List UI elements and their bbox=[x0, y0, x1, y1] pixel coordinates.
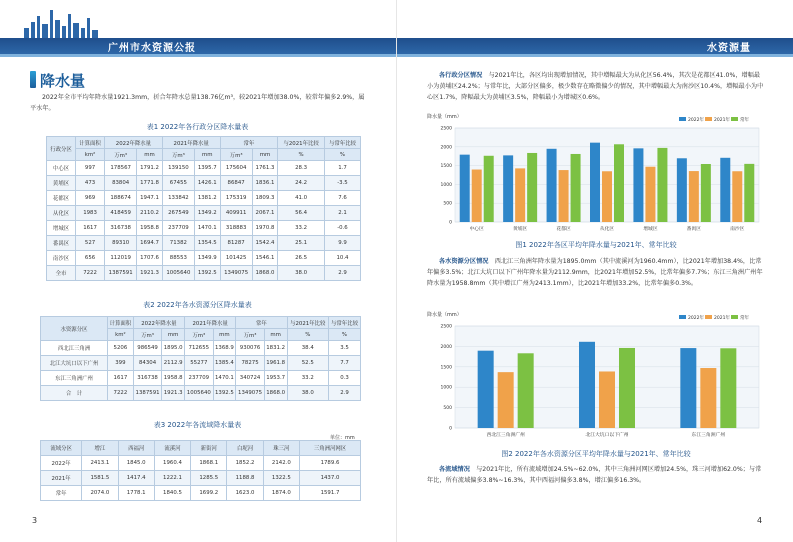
bar bbox=[559, 170, 569, 222]
legend-swatch bbox=[679, 117, 686, 121]
legend-label: 常年 bbox=[740, 316, 749, 321]
table-cell: 318883 bbox=[220, 221, 252, 236]
bar bbox=[732, 171, 742, 222]
t2-unit: mm bbox=[162, 329, 185, 341]
table-cell: 81287 bbox=[220, 236, 252, 251]
t1-h-2022: 2022年降水量 bbox=[105, 137, 163, 149]
bar bbox=[515, 168, 525, 222]
table-cell: 2142.0 bbox=[263, 456, 299, 471]
t2-unit: % bbox=[287, 329, 328, 341]
intro-paragraph: 2022年全市平均年降水量1921.3mm，折合年降水总量138.76亿m³，较2021年增加38.0%，较常年偏多2.9%，属平水年。 bbox=[30, 94, 365, 112]
table-cell: 1395.7 bbox=[194, 161, 220, 176]
table-cell: 1222.1 bbox=[154, 471, 190, 486]
t2-unit: 万m³ bbox=[185, 329, 214, 341]
table-cell: 133842 bbox=[162, 191, 194, 206]
bar bbox=[484, 156, 494, 222]
city-skyline-icon bbox=[22, 6, 102, 40]
table-cell: 340724 bbox=[236, 371, 265, 386]
table-cell: 2021年 bbox=[41, 471, 82, 486]
left-header bbox=[0, 0, 396, 58]
table-cell: 2.1 bbox=[324, 206, 360, 221]
table-cell: 7.6 bbox=[324, 191, 360, 206]
bar bbox=[460, 155, 470, 222]
table-cell: 38.4 bbox=[287, 341, 328, 356]
table-cell: 473 bbox=[76, 176, 105, 191]
table-cell: 33.2 bbox=[287, 371, 328, 386]
table-cell: 合 计 bbox=[41, 386, 108, 401]
table-row bbox=[47, 221, 361, 236]
page-number-left: 3 bbox=[32, 516, 38, 525]
legend-label: 2021年 bbox=[714, 118, 730, 123]
table-row bbox=[47, 176, 361, 191]
table-cell: 3.5 bbox=[328, 341, 360, 356]
table-cell: 2110.2 bbox=[137, 206, 163, 221]
y-axis-label: 降水量（mm） bbox=[427, 312, 462, 318]
legend-label: 2021年 bbox=[714, 316, 730, 321]
table-cell: 1005640 bbox=[162, 266, 194, 281]
bar bbox=[547, 149, 557, 222]
table-cell: 1591.7 bbox=[300, 486, 361, 501]
bar bbox=[619, 348, 635, 428]
bar bbox=[498, 372, 514, 428]
y-tick-label: 2500 bbox=[440, 324, 452, 330]
t2-h-area: 计算面积 bbox=[108, 317, 134, 329]
table-cell: 全市 bbox=[47, 266, 76, 281]
table-cell: 1921.3 bbox=[137, 266, 163, 281]
table-cell: 1868.0 bbox=[252, 266, 278, 281]
chart2-caption: 图2 2022年各水资源分区平均年降水量与2021年、常年比较 bbox=[501, 450, 691, 458]
table-cell: 番禺区 bbox=[47, 236, 76, 251]
table-cell: 1349075 bbox=[220, 266, 252, 281]
t2-unit: km² bbox=[108, 329, 134, 341]
table-cell: 316738 bbox=[133, 371, 162, 386]
chapter-title: 水资源量 bbox=[707, 43, 751, 54]
table-header-cell: 珠三河 bbox=[263, 441, 299, 456]
x-tick-label: 西北江三角洲广州 bbox=[486, 433, 525, 438]
t2-h-vs2021: 与2021年比较 bbox=[287, 317, 328, 329]
chart2 bbox=[425, 308, 765, 444]
t1-h-vs2021: 与2021年比较 bbox=[278, 137, 325, 149]
legend-swatch bbox=[705, 315, 712, 319]
table-cell: 1960.4 bbox=[154, 456, 190, 471]
table-cell: 1368.9 bbox=[213, 341, 236, 356]
table-cell: 71382 bbox=[162, 236, 194, 251]
t1-unit-pct: % bbox=[278, 149, 325, 161]
table-cell: 26.5 bbox=[278, 251, 325, 266]
table-cell: 1961.8 bbox=[264, 356, 287, 371]
table-cell: 38.0 bbox=[278, 266, 325, 281]
table-cell: 267549 bbox=[162, 206, 194, 221]
t2-unit: % bbox=[328, 329, 360, 341]
y-tick-label: 0 bbox=[449, 426, 452, 432]
right-header bbox=[397, 0, 793, 58]
bar bbox=[657, 148, 667, 222]
table-row bbox=[47, 206, 361, 221]
table-cell: 1895.0 bbox=[162, 341, 185, 356]
table-cell: 1392.5 bbox=[194, 266, 220, 281]
table-cell: 316738 bbox=[105, 221, 137, 236]
table-cell: 1761.3 bbox=[252, 161, 278, 176]
chart1-caption: 图1 2022年各区平均年降水量与2021年、常年比较 bbox=[515, 241, 677, 249]
table-cell: 西北江三角洲 bbox=[41, 341, 108, 356]
admin-region-paragraph: 各行政分区情况 与2021年比，各区均出现增加情况，其中增幅最大为从化区56.4%，其次是花都区41.0%，增幅最小为黄埔区24.2%；与常年比，大部分区偏多，极少数存在略微偏少的情况，其中增幅最大为南沙区10.4%，增幅最小为中心区1.7%，降幅最大为黄埔区3.5%，降幅最小为增城区0.6%。 bbox=[427, 72, 764, 101]
table-cell: 9.9 bbox=[324, 236, 360, 251]
t2-unit: 万m³ bbox=[236, 329, 265, 341]
x-tick-label: 东江三角洲广州 bbox=[691, 433, 726, 438]
table-cell: 84304 bbox=[133, 356, 162, 371]
t1-unit-km: km² bbox=[76, 149, 105, 161]
bar bbox=[602, 171, 612, 222]
table-cell: 1953.7 bbox=[264, 371, 287, 386]
table-cell: 1285.5 bbox=[191, 471, 227, 486]
bar bbox=[677, 158, 687, 222]
table-header-cell: 新街河 bbox=[191, 441, 227, 456]
table-cell: 从化区 bbox=[47, 206, 76, 221]
t2-h-region: 水资源分区 bbox=[41, 317, 108, 341]
table-row bbox=[47, 251, 361, 266]
table-cell: 1322.5 bbox=[263, 471, 299, 486]
section-title: 降水量 bbox=[40, 72, 86, 90]
table-cell: 中心区 bbox=[47, 161, 76, 176]
table-cell: 1868.0 bbox=[264, 386, 287, 401]
legend-swatch bbox=[705, 117, 712, 121]
legend-swatch bbox=[679, 315, 686, 319]
table-cell: 2074.0 bbox=[82, 486, 118, 501]
table-cell: 78275 bbox=[236, 356, 265, 371]
table-cell: 1546.1 bbox=[252, 251, 278, 266]
y-tick-label: 1000 bbox=[440, 182, 452, 188]
table-cell: -3.5 bbox=[324, 176, 360, 191]
table-cell: 67455 bbox=[162, 176, 194, 191]
x-tick-label: 南沙区 bbox=[730, 227, 745, 232]
table-cell: 1470.1 bbox=[213, 371, 236, 386]
table-cell: 399 bbox=[108, 356, 134, 371]
left-page bbox=[0, 0, 396, 542]
t1-h-norm: 常年 bbox=[220, 137, 278, 149]
table-row bbox=[47, 266, 361, 281]
bar bbox=[478, 351, 494, 428]
table-cell: 1417.4 bbox=[118, 471, 154, 486]
table-cell: 5206 bbox=[108, 341, 134, 356]
table-cell: 1707.6 bbox=[137, 251, 163, 266]
table-cell: 增城区 bbox=[47, 221, 76, 236]
table-cell: 1349.9 bbox=[194, 251, 220, 266]
table-cell: 1437.0 bbox=[300, 471, 361, 486]
t1-h-area: 计算面积 bbox=[76, 137, 105, 149]
table-cell: -0.6 bbox=[324, 221, 360, 236]
legend-swatch bbox=[731, 117, 738, 121]
table-cell: 0.3 bbox=[328, 371, 360, 386]
table-cell: 139150 bbox=[162, 161, 194, 176]
table-cell: 南沙区 bbox=[47, 251, 76, 266]
table-cell: 1868.1 bbox=[191, 456, 227, 471]
table-cell: 52.5 bbox=[287, 356, 328, 371]
t1-unit-mm: mm bbox=[137, 149, 163, 161]
table-cell: 997 bbox=[76, 161, 105, 176]
table-cell: 237709 bbox=[162, 221, 194, 236]
table-cell: 7222 bbox=[76, 266, 105, 281]
table-cell: 89310 bbox=[105, 236, 137, 251]
table-cell: 409911 bbox=[220, 206, 252, 221]
bar bbox=[472, 170, 482, 222]
table-cell: 712655 bbox=[185, 341, 214, 356]
table-cell: 1970.8 bbox=[252, 221, 278, 236]
table-cell: 1921.3 bbox=[162, 386, 185, 401]
bar bbox=[701, 164, 711, 222]
t1-unit-mm: mm bbox=[194, 149, 220, 161]
bar bbox=[720, 348, 736, 428]
table-cell: 2067.1 bbox=[252, 206, 278, 221]
basin-paragraph: 各流域情况 与2021年比，所有流域增加24.5%~62.0%，其中三角洲河网区增加24.5%，珠三河增加62.0%；与常年比，所有流域偏多3.8%~16.3%，其中西福河偏多3.8%，增江偏多16.3%。 bbox=[427, 466, 762, 484]
x-tick-label: 黄埔区 bbox=[512, 227, 528, 232]
table-cell: 38.0 bbox=[287, 386, 328, 401]
table-header-cell: 西福河 bbox=[118, 441, 154, 456]
t1-h-vsnorm: 与常年比较 bbox=[324, 137, 360, 149]
table-cell: 175604 bbox=[220, 161, 252, 176]
table1 bbox=[46, 136, 361, 281]
y-tick-label: 1000 bbox=[440, 385, 452, 391]
t1-unit-wan: 万m³ bbox=[220, 149, 252, 161]
table-cell: 1852.2 bbox=[227, 456, 263, 471]
t2-unit: mm bbox=[213, 329, 236, 341]
table-cell: 1349075 bbox=[236, 386, 265, 401]
table-cell: 2.9 bbox=[328, 386, 360, 401]
table-cell: 33.2 bbox=[278, 221, 325, 236]
table-cell: 1354.5 bbox=[194, 236, 220, 251]
table3-unit: 单位：mm bbox=[330, 435, 355, 441]
table-row bbox=[47, 161, 361, 176]
table-cell: 28.3 bbox=[278, 161, 325, 176]
table-row bbox=[41, 386, 361, 401]
table-row bbox=[41, 356, 361, 371]
table2-caption: 表2 2022年各水资源分区降水量表 bbox=[143, 301, 252, 309]
table-cell: 1958.8 bbox=[162, 371, 185, 386]
table2 bbox=[40, 316, 361, 401]
table-cell: 1771.8 bbox=[137, 176, 163, 191]
table-cell: 1188.8 bbox=[227, 471, 263, 486]
table-cell: 1623.0 bbox=[227, 486, 263, 501]
table-cell: 1426.1 bbox=[194, 176, 220, 191]
table-row bbox=[47, 236, 361, 251]
legend-label: 2022年 bbox=[688, 316, 704, 321]
publication-title: 广州市水资源公报 bbox=[108, 43, 196, 54]
table-header-cell: 流域分区 bbox=[41, 441, 82, 456]
page-number-right: 4 bbox=[757, 516, 763, 525]
bar bbox=[614, 144, 624, 222]
bar bbox=[700, 368, 716, 428]
table-cell: 41.0 bbox=[278, 191, 325, 206]
x-tick-label: 花都区 bbox=[556, 227, 571, 232]
table-cell: 1387591 bbox=[133, 386, 162, 401]
table-cell: 418459 bbox=[105, 206, 137, 221]
table-cell: 1694.7 bbox=[137, 236, 163, 251]
table-cell: 1840.5 bbox=[154, 486, 190, 501]
table-cell: 1392.5 bbox=[213, 386, 236, 401]
table-cell: 1381.2 bbox=[194, 191, 220, 206]
bar bbox=[590, 143, 600, 222]
table-row bbox=[41, 456, 361, 471]
table-cell: 175319 bbox=[220, 191, 252, 206]
t2-unit: mm bbox=[264, 329, 287, 341]
y-axis-label: 降水量（mm） bbox=[427, 114, 462, 120]
table-cell: 1845.0 bbox=[118, 456, 154, 471]
table-header-cell: 三角洲河网区 bbox=[300, 441, 361, 456]
x-tick-label: 增城区 bbox=[643, 227, 658, 232]
table-cell: 656 bbox=[76, 251, 105, 266]
table3-caption: 表3 2022年各流域降水量表 bbox=[153, 421, 242, 429]
table-cell: 1387591 bbox=[105, 266, 137, 281]
table-cell: 1947.1 bbox=[137, 191, 163, 206]
t2-h-2021: 2021年降水量 bbox=[185, 317, 236, 329]
table-cell: 花都区 bbox=[47, 191, 76, 206]
table-cell: 1699.2 bbox=[191, 486, 227, 501]
chart1 bbox=[425, 110, 765, 236]
table-cell: 黄埔区 bbox=[47, 176, 76, 191]
table-cell: 1809.3 bbox=[252, 191, 278, 206]
table-cell: 2112.9 bbox=[162, 356, 185, 371]
table-cell: 55277 bbox=[185, 356, 214, 371]
table-cell: 1983 bbox=[76, 206, 105, 221]
bar bbox=[518, 353, 534, 428]
table-cell: 2.9 bbox=[324, 266, 360, 281]
table-cell: 1831.2 bbox=[264, 341, 287, 356]
table-row bbox=[47, 191, 361, 206]
section-marker bbox=[30, 71, 36, 88]
t2-unit: 万m³ bbox=[133, 329, 162, 341]
table-cell: 1542.4 bbox=[252, 236, 278, 251]
table-cell: 969 bbox=[76, 191, 105, 206]
bar bbox=[680, 348, 696, 428]
table-cell: 1.7 bbox=[324, 161, 360, 176]
table-row bbox=[41, 486, 361, 501]
bar bbox=[579, 342, 595, 428]
x-tick-label: 从化区 bbox=[599, 227, 615, 232]
t1-unit-mm: mm bbox=[252, 149, 278, 161]
table-cell: 东江三角洲广州 bbox=[41, 371, 108, 386]
table-cell: 188674 bbox=[105, 191, 137, 206]
table-cell: 2413.1 bbox=[82, 456, 118, 471]
y-tick-label: 1500 bbox=[440, 365, 452, 371]
bar bbox=[633, 148, 643, 222]
table-cell: 1581.5 bbox=[82, 471, 118, 486]
t1-h-2021: 2021年降水量 bbox=[162, 137, 220, 149]
table-cell: 56.4 bbox=[278, 206, 325, 221]
table3 bbox=[40, 440, 361, 501]
bar bbox=[744, 164, 754, 222]
table-cell: 83804 bbox=[105, 176, 137, 191]
table-cell: 1005640 bbox=[185, 386, 214, 401]
y-tick-label: 2500 bbox=[440, 126, 452, 132]
table-cell: 1791.2 bbox=[137, 161, 163, 176]
water-region-paragraph: 各水资源分区情况 西北江三角洲年降水量为1895.0mm（其中流溪河为1960.4mm），比2021年增加38.4%，比常年偏多3.5%；北江大坑口以下广州年降水量为2112.9mm，比2021年增加52.5%，比常年偏多7.7%；东江三角洲广州年降水量为1958.8mm（其中增江广州为2413.1mm），比2021年增加33.2%，比常年偏多0.3%。 bbox=[427, 258, 763, 287]
bar bbox=[527, 153, 537, 222]
legend-label: 常年 bbox=[740, 118, 749, 123]
table-cell: 北江大坑口以下广州 bbox=[41, 356, 108, 371]
bar bbox=[503, 155, 513, 222]
table-cell: 1349.2 bbox=[194, 206, 220, 221]
table-cell: 25.1 bbox=[278, 236, 325, 251]
table-cell: 1874.0 bbox=[263, 486, 299, 501]
table-cell: 1385.4 bbox=[213, 356, 236, 371]
t2-h-2022: 2022年降水量 bbox=[133, 317, 184, 329]
y-tick-label: 500 bbox=[443, 406, 452, 412]
y-tick-label: 500 bbox=[443, 201, 452, 207]
table-cell: 237709 bbox=[185, 371, 214, 386]
table-cell: 101425 bbox=[220, 251, 252, 266]
table-cell: 常年 bbox=[41, 486, 82, 501]
table-cell: 1836.1 bbox=[252, 176, 278, 191]
table1-caption: 表1 2022年各行政分区降水量表 bbox=[146, 123, 249, 131]
t1-unit-wan: 万m³ bbox=[105, 149, 137, 161]
t1-h-region: 行政分区 bbox=[47, 137, 76, 161]
table-cell: 10.4 bbox=[324, 251, 360, 266]
t2-h-norm: 常年 bbox=[236, 317, 287, 329]
t1-unit-wan: 万m³ bbox=[162, 149, 194, 161]
table-cell: 930076 bbox=[236, 341, 265, 356]
bar bbox=[571, 154, 581, 222]
bar bbox=[645, 167, 655, 222]
bar bbox=[720, 158, 730, 222]
legend-swatch bbox=[731, 315, 738, 319]
table-cell: 2022年 bbox=[41, 456, 82, 471]
legend-label: 2022年 bbox=[688, 118, 704, 123]
table-cell: 1958.8 bbox=[137, 221, 163, 236]
bar bbox=[689, 171, 699, 222]
x-tick-label: 北江大坑口以下广州 bbox=[585, 433, 629, 438]
t2-h-vsnorm: 与常年比较 bbox=[328, 317, 360, 329]
table-cell: 1789.6 bbox=[300, 456, 361, 471]
table-cell: 112019 bbox=[105, 251, 137, 266]
table-cell: 986549 bbox=[133, 341, 162, 356]
table-cell: 88553 bbox=[162, 251, 194, 266]
y-tick-label: 2000 bbox=[440, 145, 452, 151]
y-tick-label: 1500 bbox=[440, 164, 452, 170]
y-tick-label: 2000 bbox=[440, 344, 452, 350]
table-cell: 1470.1 bbox=[194, 221, 220, 236]
table-row bbox=[41, 341, 361, 356]
x-tick-label: 中心区 bbox=[469, 227, 484, 232]
table-cell: 1617 bbox=[108, 371, 134, 386]
table-cell: 527 bbox=[76, 236, 105, 251]
table-row bbox=[41, 471, 361, 486]
table-cell: 7.7 bbox=[328, 356, 360, 371]
table-header-cell: 增江 bbox=[82, 441, 118, 456]
table-header-cell: 流溪河 bbox=[154, 441, 190, 456]
table-cell: 178567 bbox=[105, 161, 137, 176]
right-page bbox=[397, 0, 793, 542]
bar bbox=[599, 371, 615, 428]
x-tick-label: 番禺区 bbox=[686, 227, 702, 232]
y-tick-label: 0 bbox=[449, 220, 452, 226]
table-cell: 24.2 bbox=[278, 176, 325, 191]
table-cell: 1617 bbox=[76, 221, 105, 236]
table-header-cell: 白坭河 bbox=[227, 441, 263, 456]
table-cell: 1778.1 bbox=[118, 486, 154, 501]
table-row bbox=[41, 371, 361, 386]
t1-unit-pct: % bbox=[324, 149, 360, 161]
table-cell: 86847 bbox=[220, 176, 252, 191]
table-cell: 7222 bbox=[108, 386, 134, 401]
